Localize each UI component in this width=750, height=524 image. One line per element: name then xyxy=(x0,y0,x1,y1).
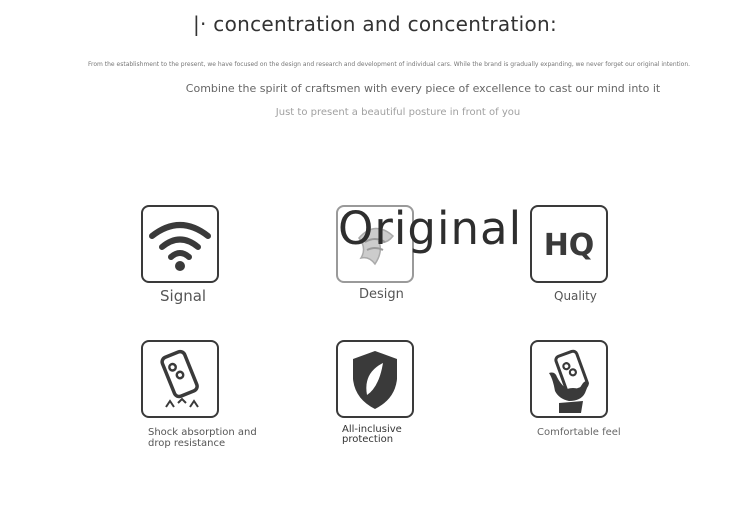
shock-label-line2: drop resistance xyxy=(148,438,226,449)
protection-label-line2: protection xyxy=(342,434,394,445)
intro-light-text: Just to present a beautiful posture in front of you xyxy=(275,107,521,118)
protection-feature-box xyxy=(336,340,414,418)
shock-label xyxy=(148,427,257,449)
signal-feature-box xyxy=(141,205,219,283)
wifi-icon xyxy=(144,208,216,280)
shock-feature-box xyxy=(141,340,219,418)
shock-label-line1: Shock absorption and xyxy=(148,427,257,438)
hq-icon xyxy=(533,208,605,280)
quality-feature-box xyxy=(530,205,608,283)
phone-drop-icon xyxy=(144,343,216,415)
intro-mid-text: Combine the spirit of craftsmen with every piece of excellence to cast our mind into it xyxy=(185,82,661,95)
comfort-feature-box xyxy=(530,340,608,418)
section-title: |· concentration and concentration: xyxy=(192,12,558,36)
signal-label: Signal xyxy=(160,287,207,305)
quality-label: Quality xyxy=(554,289,597,303)
comfort-label: Comfortable feel xyxy=(537,427,621,438)
protection-label-line1: All-inclusive xyxy=(342,424,402,435)
protection-label xyxy=(342,425,402,445)
design-label: Design xyxy=(359,287,404,302)
watermark-text: Original xyxy=(338,202,523,255)
svg-text:HQ: HQ xyxy=(543,228,595,263)
hand-phone-icon xyxy=(533,343,605,415)
shield-icon xyxy=(339,343,411,415)
intro-small-text: From the establishment to the present, we have focused on the design and research and development of individual cars. While the brand is gradually expanding, we never forget our original intention. xyxy=(88,61,691,68)
